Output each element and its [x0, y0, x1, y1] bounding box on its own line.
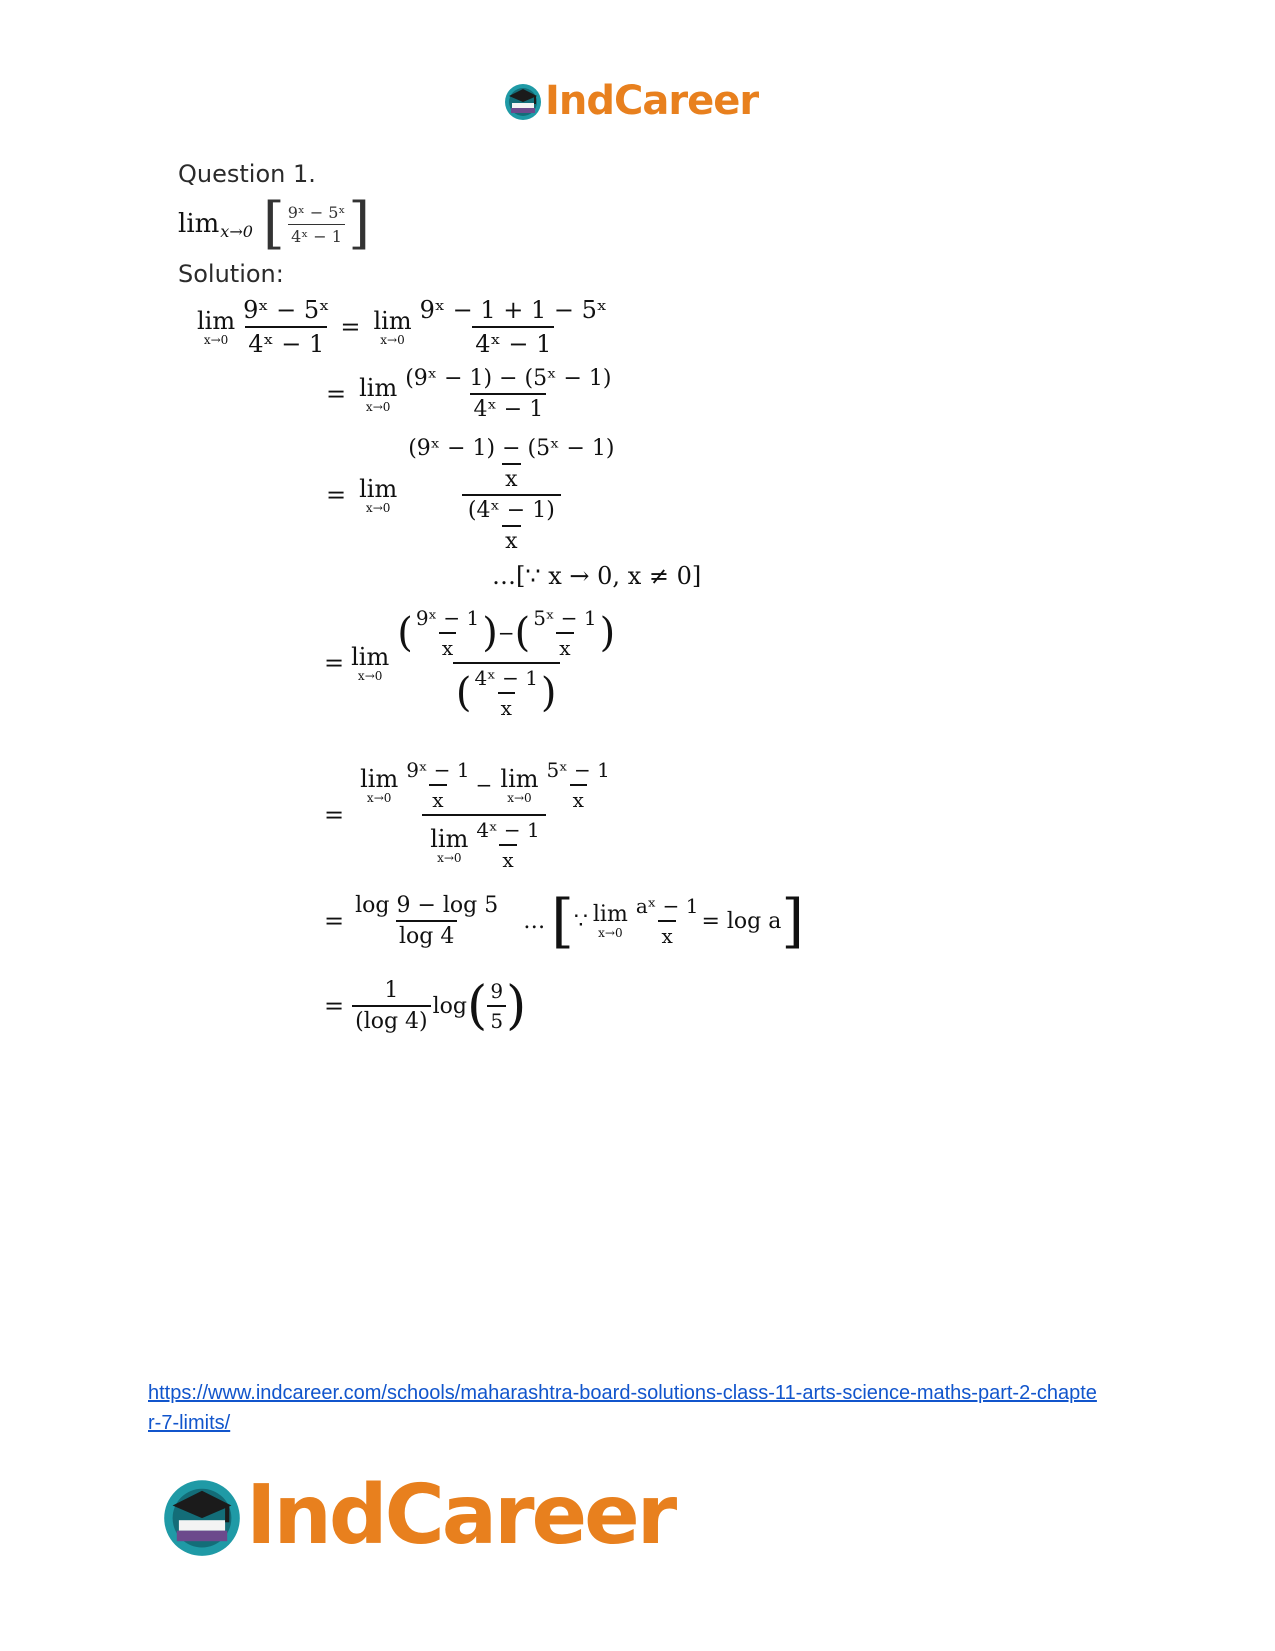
lim-operator: lim x→0 — [373, 306, 412, 347]
brand-name: IndCareer — [246, 1468, 675, 1563]
question-label: Question 1. — [178, 160, 316, 188]
right-bracket: ] — [348, 191, 371, 256]
lim-operator: lim x→0 — [359, 373, 398, 414]
lim-operator: lim x→0 — [197, 306, 236, 347]
header-logo — [503, 78, 758, 124]
step1-rhs-fraction: $\frac{\text{9ˣ − 1 + 1 − 5ˣ}}{\text{4ˣ − 1}}$ — [419, 296, 608, 358]
step3-inner-denominator: $\frac{\text{(4ˣ − 1)}}{x}$ — [467, 498, 555, 554]
because-symbol: ∵ — [573, 908, 588, 934]
solution-step-4: = lim x→0 ( $\frac{\text{9ˣ − 1}}{x}$ ) − ( $\frac{\text{5ˣ − 1}}{x}$ ) ( $\frac{\text{4ˣ − 1}}{x}$ ) — [316, 606, 618, 720]
solution-step-5: = lim x→0 $\frac{\text{9ˣ − 1}}{x}$ − lim x→0 $\frac{\text{5ˣ − 1}}{x}$ lim x→0 $\frac{\text{4ˣ − 1}}{x}$ — [316, 758, 616, 872]
source-url-link[interactable]: https://www.indcareer.com/schools/maharashtra-board-solutions-class-11-arts-science-maths-part-2-chapter-7-limits/ — [148, 1382, 1097, 1434]
question-lim-sub: x→0 — [220, 221, 253, 241]
question-denominator: 4ˣ − 1 — [288, 224, 345, 246]
step6-fraction: $\frac{\log 9 - \log 5}{\log 4}$ — [355, 893, 499, 949]
question-numerator: 9ˣ − 5ˣ — [287, 202, 346, 222]
step5-fraction: lim x→0 $\frac{\text{9ˣ − 1}}{x}$ − lim x→0 $\frac{\text{5ˣ − 1}}{x}$ lim x→0 $\frac{\text{4ˣ − 1}}{x}$ — [360, 758, 610, 872]
question-lim: lim — [178, 209, 220, 239]
step1-lhs-fraction: $\frac{\text{9ˣ − 5ˣ}}{\text{4ˣ − 1}}$ — [243, 296, 330, 358]
solution-step-7: = $\frac{1}{(\log 4)}$ log ( $\frac{9}{5}$ ) — [324, 976, 527, 1036]
step3-note: …[∵ x → 0, x ≠ 0] — [492, 562, 702, 590]
footer-logo — [160, 1468, 674, 1563]
question-expression — [178, 191, 371, 256]
step7-fraction: $\frac{1}{(\log 4)}$ — [352, 978, 431, 1034]
solution-step-6: = $\frac{\log 9 - \log 5}{\log 4}$ … [ ∵ lim x→0 $\frac{\text{aˣ − 1}}{x}$ = log a ] — [324, 887, 804, 955]
left-bracket: [ — [262, 191, 285, 256]
solution-label: Solution: — [178, 260, 284, 288]
question-fraction — [285, 203, 349, 246]
brand-name: IndCareer — [545, 78, 759, 124]
step3-compound-fraction — [402, 436, 620, 554]
step2-fraction: $\frac{\text{(9ˣ − 1) − (5ˣ − 1)}}{\text{4ˣ − 1}}$ — [405, 366, 612, 422]
step6-note-fraction: $\frac{\text{aˣ − 1}}{x}$ — [635, 894, 699, 948]
lim-operator: lim x→0 — [359, 474, 398, 515]
solution-step-3: = lim x→0 $\frac{\frac{\text{(9ˣ − 1) − (5ˣ − 1)}}{x}}{\frac{\text{(4ˣ − 1)}}{x}}$ — [318, 436, 620, 554]
step3-inner-numerator: $\frac{\text{(9ˣ − 1) − (5ˣ − 1)}}{x}$ — [408, 436, 615, 492]
solution-step-2: = lim x→0 $\frac{\text{(9ˣ − 1) − (5ˣ − 1)}}{\text{4ˣ − 1}}$ — [318, 366, 614, 422]
lim-operator: lim x→0 — [351, 642, 390, 683]
step7-inner-fraction: $\frac{9}{5}$ — [487, 979, 506, 1033]
graduation-cap-books-icon — [503, 81, 543, 121]
step4-compound-fraction: ( $\frac{\text{9ˣ − 1}}{x}$ ) − ( $\frac{\text{5ˣ − 1}}{x}$ ) ( $\frac{\text{4ˣ − 1}}{x}$ ) — [397, 606, 616, 720]
solution-step-1: lim x→0 $\frac{\text{9ˣ − 5ˣ}}{\text{4ˣ − 1}}$ = lim x→0 $\frac{\text{9ˣ − 1 + 1 − 5ˣ}}{\text{4ˣ − 1}}$ — [192, 296, 610, 358]
graduation-cap-books-icon — [160, 1474, 244, 1558]
